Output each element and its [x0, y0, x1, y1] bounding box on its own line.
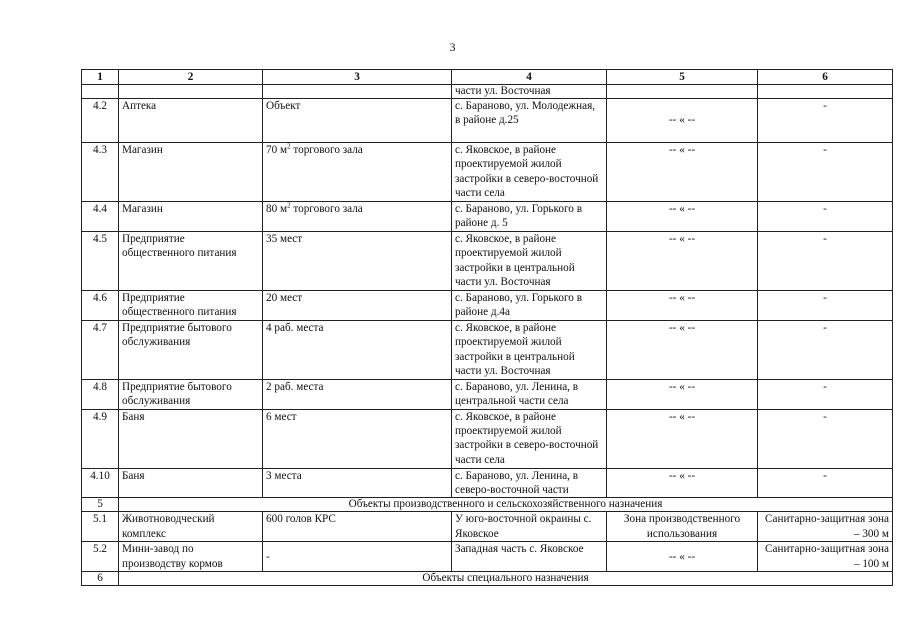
- zone-cell: [607, 85, 758, 99]
- row-number-cell: 4.7: [82, 320, 119, 379]
- zone-cell: -- « --: [607, 468, 758, 498]
- location-cell: с. Бараново, ул. Ленина, в центральной части села: [452, 379, 607, 409]
- table-row: [82, 320, 893, 379]
- location-cell: с. Бараново, ул. Ленина, в северо-восточной части: [452, 468, 607, 498]
- restriction-cell: -: [758, 468, 893, 498]
- table-row: [82, 99, 893, 143]
- capacity-cell: [263, 542, 452, 572]
- restriction-cell: -: [758, 99, 893, 143]
- column-header: 5: [607, 70, 758, 85]
- zone-cell: -- « --: [607, 409, 758, 468]
- location-cell: Западная часть с. Яковское: [452, 542, 607, 572]
- column-header: 2: [119, 70, 263, 85]
- capacity-cell: [263, 379, 452, 409]
- capacity-cell: [263, 143, 452, 202]
- name-cell: Предприятие общественного питания: [119, 291, 263, 321]
- capacity-text: 70 м: [266, 144, 288, 156]
- capacity-cell: [263, 232, 452, 291]
- section-number-cell: 5: [82, 498, 119, 512]
- capacity-superscript: 2: [287, 201, 291, 210]
- capacity-text: 2 раб. места: [266, 380, 324, 393]
- capacity-cell: [263, 409, 452, 468]
- capacity-text: 80 м: [266, 203, 288, 215]
- table-row: [82, 143, 893, 202]
- row-number-cell: 4.3: [82, 143, 119, 202]
- table-row: [82, 409, 893, 468]
- restriction-cell: -: [758, 320, 893, 379]
- location-cell: с. Яковское, в районе проектируемой жилой застройки в северо-восточной части села: [452, 143, 607, 202]
- restriction-cell: Санитарно-защитная зона – 100 м: [758, 542, 893, 572]
- table-row: [82, 85, 893, 99]
- location-cell: У юго-восточной окраины с. Яковское: [452, 512, 607, 542]
- restriction-cell: [758, 85, 893, 99]
- page-number: 3: [449, 40, 456, 54]
- zone-cell: -- « --: [607, 320, 758, 379]
- column-header: 6: [758, 70, 893, 85]
- capacity-text: 35 мест: [266, 233, 303, 245]
- name-cell: Баня: [119, 468, 263, 498]
- row-number-cell: 4.8: [82, 379, 119, 409]
- capacity-cell: [263, 291, 452, 321]
- capacity-cell: [263, 99, 452, 143]
- table-row: [82, 512, 893, 542]
- restriction-cell: -: [758, 409, 893, 468]
- section-row: [82, 498, 893, 512]
- restriction-cell: -: [758, 232, 893, 291]
- location-cell: с. Бараново, ул. Горького в районе д. 5: [452, 202, 607, 232]
- zone-cell: Зона производственного использования: [607, 512, 758, 542]
- table-row: [82, 202, 893, 232]
- zone-cell: -- « --: [607, 202, 758, 232]
- row-number-cell: 4.2: [82, 99, 119, 143]
- restriction-cell: -: [758, 143, 893, 202]
- column-header: 1: [82, 70, 119, 85]
- column-header: 4: [452, 70, 607, 85]
- name-cell: Баня: [119, 409, 263, 468]
- name-cell: Предприятие бытового обслуживания: [119, 320, 263, 379]
- capacity-text: 6 мест: [266, 410, 297, 423]
- name-cell: Магазин: [119, 202, 263, 232]
- name-cell: Предприятие общественного питания: [119, 232, 263, 291]
- location-cell: с. Яковское, в районе проектируемой жилой застройки в центральной части ул. Восточная: [452, 232, 607, 291]
- capacity-suffix: торгового зала: [290, 144, 363, 156]
- capacity-cell: [263, 468, 452, 498]
- zone-cell: -- « --: [607, 379, 758, 409]
- section-title: Объекты производственного и сельскохозяйственного назначения: [119, 498, 893, 512]
- name-cell: [119, 85, 263, 99]
- zone-text: -- « --: [668, 114, 696, 127]
- column-header: 3: [263, 70, 452, 85]
- zone-cell: -- « --: [607, 542, 758, 572]
- zone-cell: -- « --: [607, 291, 758, 321]
- table-row: [82, 232, 893, 291]
- section-title: Объекты специального назначения: [119, 572, 893, 586]
- location-cell: с. Бараново, ул. Молодежная, в районе д.25: [452, 99, 607, 143]
- section-row: [82, 572, 893, 586]
- location-cell: с. Яковское, в районе проектируемой жилой застройки в центральной части ул. Восточная: [452, 320, 607, 379]
- capacity-text: 20 мест: [266, 292, 303, 304]
- table-row: [82, 542, 893, 572]
- capacity-text: 4 раб. места: [266, 321, 324, 334]
- row-number-cell: 5.1: [82, 512, 119, 542]
- row-number-cell: 4.10: [82, 468, 119, 498]
- row-number-cell: 4.4: [82, 202, 119, 232]
- capacity-text: -: [266, 550, 270, 563]
- table-row: [82, 291, 893, 321]
- restriction-cell: -: [758, 202, 893, 232]
- row-number-cell: 4.6: [82, 291, 119, 321]
- row-number-cell: 4.9: [82, 409, 119, 468]
- capacity-superscript: 2: [287, 142, 291, 151]
- section-number-cell: 6: [82, 572, 119, 586]
- row-number-cell: [82, 85, 119, 99]
- table-row: [82, 468, 893, 498]
- location-cell: части ул. Восточная: [452, 85, 607, 99]
- capacity-cell: [263, 202, 452, 232]
- name-cell: Магазин: [119, 143, 263, 202]
- zone-cell: -- « --: [607, 143, 758, 202]
- restriction-cell: Санитарно-защитная зона – 300 м: [758, 512, 893, 542]
- name-cell: Аптека: [119, 99, 263, 143]
- capacity-text: 3 места: [266, 469, 302, 482]
- location-cell: с. Яковское, в районе проектируемой жилой застройки в северо-восточной части села: [452, 409, 607, 468]
- header-row: [82, 70, 893, 85]
- zone-cell: [607, 99, 758, 143]
- capacity-suffix: торгового зала: [290, 203, 363, 215]
- capacity-cell: [263, 85, 452, 99]
- capacity-cell: 600 голов КРС: [263, 512, 452, 542]
- restriction-cell: -: [758, 379, 893, 409]
- row-number-cell: 5.2: [82, 542, 119, 572]
- location-cell: с. Бараново, ул. Горького в районе д.4а: [452, 291, 607, 321]
- name-cell: Предприятие бытового обслуживания: [119, 379, 263, 409]
- capacity-cell: [263, 320, 452, 379]
- name-cell: Мини-завод по производству кормов: [119, 542, 263, 572]
- table-row: [82, 379, 893, 409]
- objects-table: [81, 69, 893, 586]
- name-cell: Животноводческий комплекс: [119, 512, 263, 542]
- capacity-text: Объект: [266, 100, 301, 112]
- row-number-cell: 4.5: [82, 232, 119, 291]
- zone-cell: -- « --: [607, 232, 758, 291]
- restriction-cell: -: [758, 291, 893, 321]
